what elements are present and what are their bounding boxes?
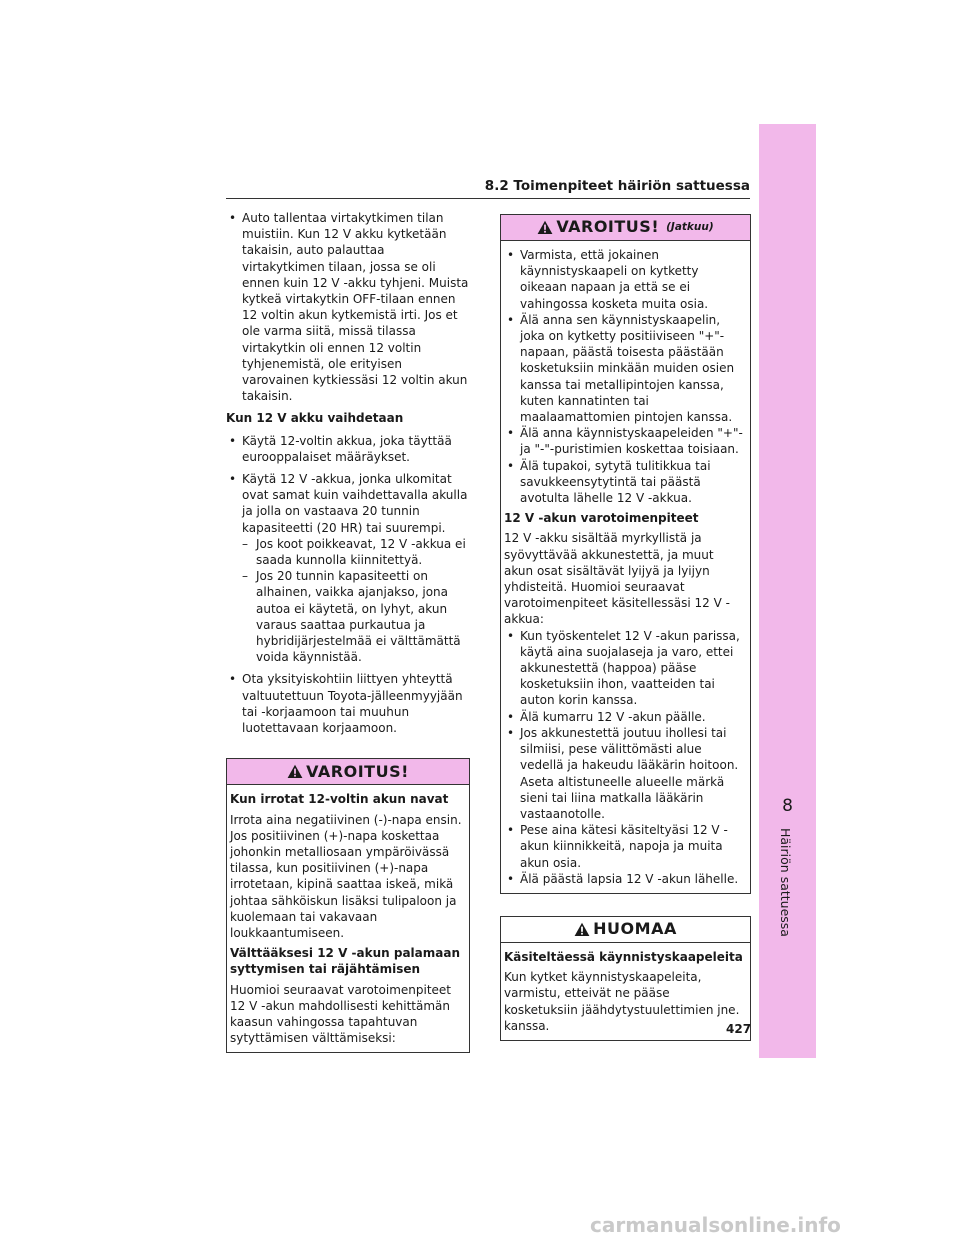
notice-title: HUOMAA — [593, 919, 677, 939]
list-item: • Kun työskentelet 12 V -akun parissa, käytä aina suojalaseja ja varo, ettei akkunestettä (happoa) pääse kosketuksiin ihon, vaatteiden tai auton korin kanssa. — [504, 628, 746, 709]
right-column — [500, 214, 751, 1041]
list-item: • Älä tupakoi, sytytä tulitikkua tai savukkeensytytintä tai päästä avotulta lähelle 12 V -akkua. — [504, 458, 746, 507]
continued-label: (Jatkuu) — [666, 221, 714, 234]
list-item: • Ota yksityiskohtiin liittyen yhteyttä valtuutettuun Toyota-jälleenmyyjään tai -korjaamoon tai muuhun luotettavaan korjaamoon. — [226, 671, 470, 736]
section-title: 8.2 Toimenpiteet häiriön sattuessa — [484, 178, 750, 194]
warning-box-header — [501, 215, 750, 241]
list-item: • Pese aina kätesi käsiteltyäsi 12 V -akun kiinnikkeitä, napoja ja muita akun osia. — [504, 822, 746, 871]
warning-text: Huomioi seuraavat varotoimenpiteet 12 V -akun mahdollisesti kehittämän kaasun vahingossa tapahtuvan sytyttämisen välttämiseksi: — [230, 982, 451, 1046]
chapter-label: Häiriön sattuessa — [778, 828, 793, 937]
warning-heading: Kun irrotat 12-voltin akun navat — [230, 792, 449, 807]
list-item: • Älä anna käynnistyskaapeleiden "+"- ja "-"-puristimien koskettaa toisiaan. — [504, 425, 746, 457]
notice-box-body — [501, 943, 750, 1040]
warning-box-header — [227, 759, 469, 785]
warning-triangle-icon — [537, 220, 553, 235]
section-header — [226, 178, 750, 199]
warning-text: 12 V -akku sisältää myrkyllistä ja syövyttävää akkunestettä, ja muut akun osat sisältävät lyijyä ja lyijyn yhdisteitä. Huomioi seuraavat varotoimenpiteet käsitellessäsi 12 V -akkua: — [504, 531, 730, 627]
list-item: • Käytä 12-voltin akkua, joka täyttää eurooppalaiset määräykset. — [226, 433, 470, 465]
warning-text: Irrota aina negatiivinen (-)-napa ensin. Jos positiivinen (+)-napa koskettaa johonkin metalliosaan ympäröivässä tilassa, kun positiivinen (+)-napa irrotetaan, kipinä saattaa iskeä, mikä johtaa sähköiskun lisäksi tulipaloon ja kuolemaan tai vakavaan loukkaantumiseen. — [230, 812, 462, 940]
chapter-number: 8 — [782, 796, 793, 816]
list-item: • Käytä 12 V -akkua, jonka ulkomitat ovat samat kuin vaihdettavalla akulla ja jolla on vastaava 20 tunnin kapasiteetti (20 HR) tai suurempi. — [226, 471, 470, 536]
list-item: • Älä kumarru 12 V -akun päälle. — [504, 709, 746, 725]
warning-box-body — [227, 785, 469, 1052]
list-item: • Älä anna sen käynnistyskaapelin, joka on kytketty positiiviseen "+"-napaan, päästä toisesta päästään kosketuksiin minkään muiden osien kanssa tai metallipintojen kanssa, kuten kannatinten tai maalaamattomien pintojen kanssa. — [504, 312, 746, 425]
watermark: carmanualsonline.info — [590, 1213, 841, 1237]
warning-title: VAROITUS! — [306, 761, 409, 781]
sub-list-item: – Jos 20 tunnin kapasiteetti on alhainen, vaikka ajanjakso, jona autoa ei käytetä, on lyhyt, akun varaus saattaa purkautua ja hybridijärjestelmää ei välttämättä voida käynnistää. — [226, 568, 470, 665]
sub-list-item: – Jos koot poikkeavat, 12 V -akkua ei saada kunnolla kiinnitettyä. — [226, 536, 470, 568]
list-item: • Jos akkunestettä joutuu ihollesi tai silmiisi, pese välittömästi alue vedellä ja hakeudu lääkärin hoitoon. Aseta altistuneelle alueelle märkä sieni tai liina matkalla lääkärin vastaanotolle. — [504, 725, 746, 822]
left-column — [226, 210, 470, 1053]
warning-title: VAROITUS! — [556, 217, 660, 237]
warning-heading: Välttääksesi 12 V -akun palamaan syttymisen tai räjähtämisen — [230, 946, 461, 977]
warning-box-continued — [500, 214, 751, 894]
intro-bullet: • Auto tallentaa virtakytkimen tilan muistiin. Kun 12 V akku kytketään takaisin, auto palauttaa virtakytkimen tilaan, jossa se oli ennen kuin 12 V -akku tyhjeni. Muista kytkeä virtakytkin OFF-tilaan ennen 12 voltin akun kytkemistä irti. Jos et ole varma siitä, missä tilassa virtakytkin oli ennen 12 voltin tyhjenemistä, ole erityisen varovainen kytkiessäsi 12 voltin akun takaisin. — [226, 210, 470, 404]
notice-box-header — [501, 917, 750, 943]
page-number: 427 — [726, 1022, 752, 1036]
warning-triangle-icon — [287, 764, 303, 779]
notice-triangle-icon — [574, 922, 590, 937]
list-item: • Älä päästä lapsia 12 V -akun lähelle. — [504, 871, 746, 887]
list-item: • Varmista, että jokainen käynnistyskaapeli on kytketty oikeaan napaan ja että se ei vahingossa kosketa muita osia. — [504, 247, 746, 312]
warning-box-body — [501, 241, 750, 893]
warning-box — [226, 758, 470, 1053]
replace-heading: Kun 12 V akku vaihdetaan — [226, 411, 404, 426]
notice-text: Kun kytket käynnistyskaapeleita, varmistu, etteivät ne pääse kosketuksiin jäähdytystuulettimien jne. kanssa. — [504, 970, 740, 1033]
warning-heading: 12 V -akun varotoimenpiteet — [504, 511, 699, 526]
notice-box — [500, 916, 751, 1041]
notice-heading: Käsiteltäessä käynnistyskaapeleita — [504, 949, 743, 964]
